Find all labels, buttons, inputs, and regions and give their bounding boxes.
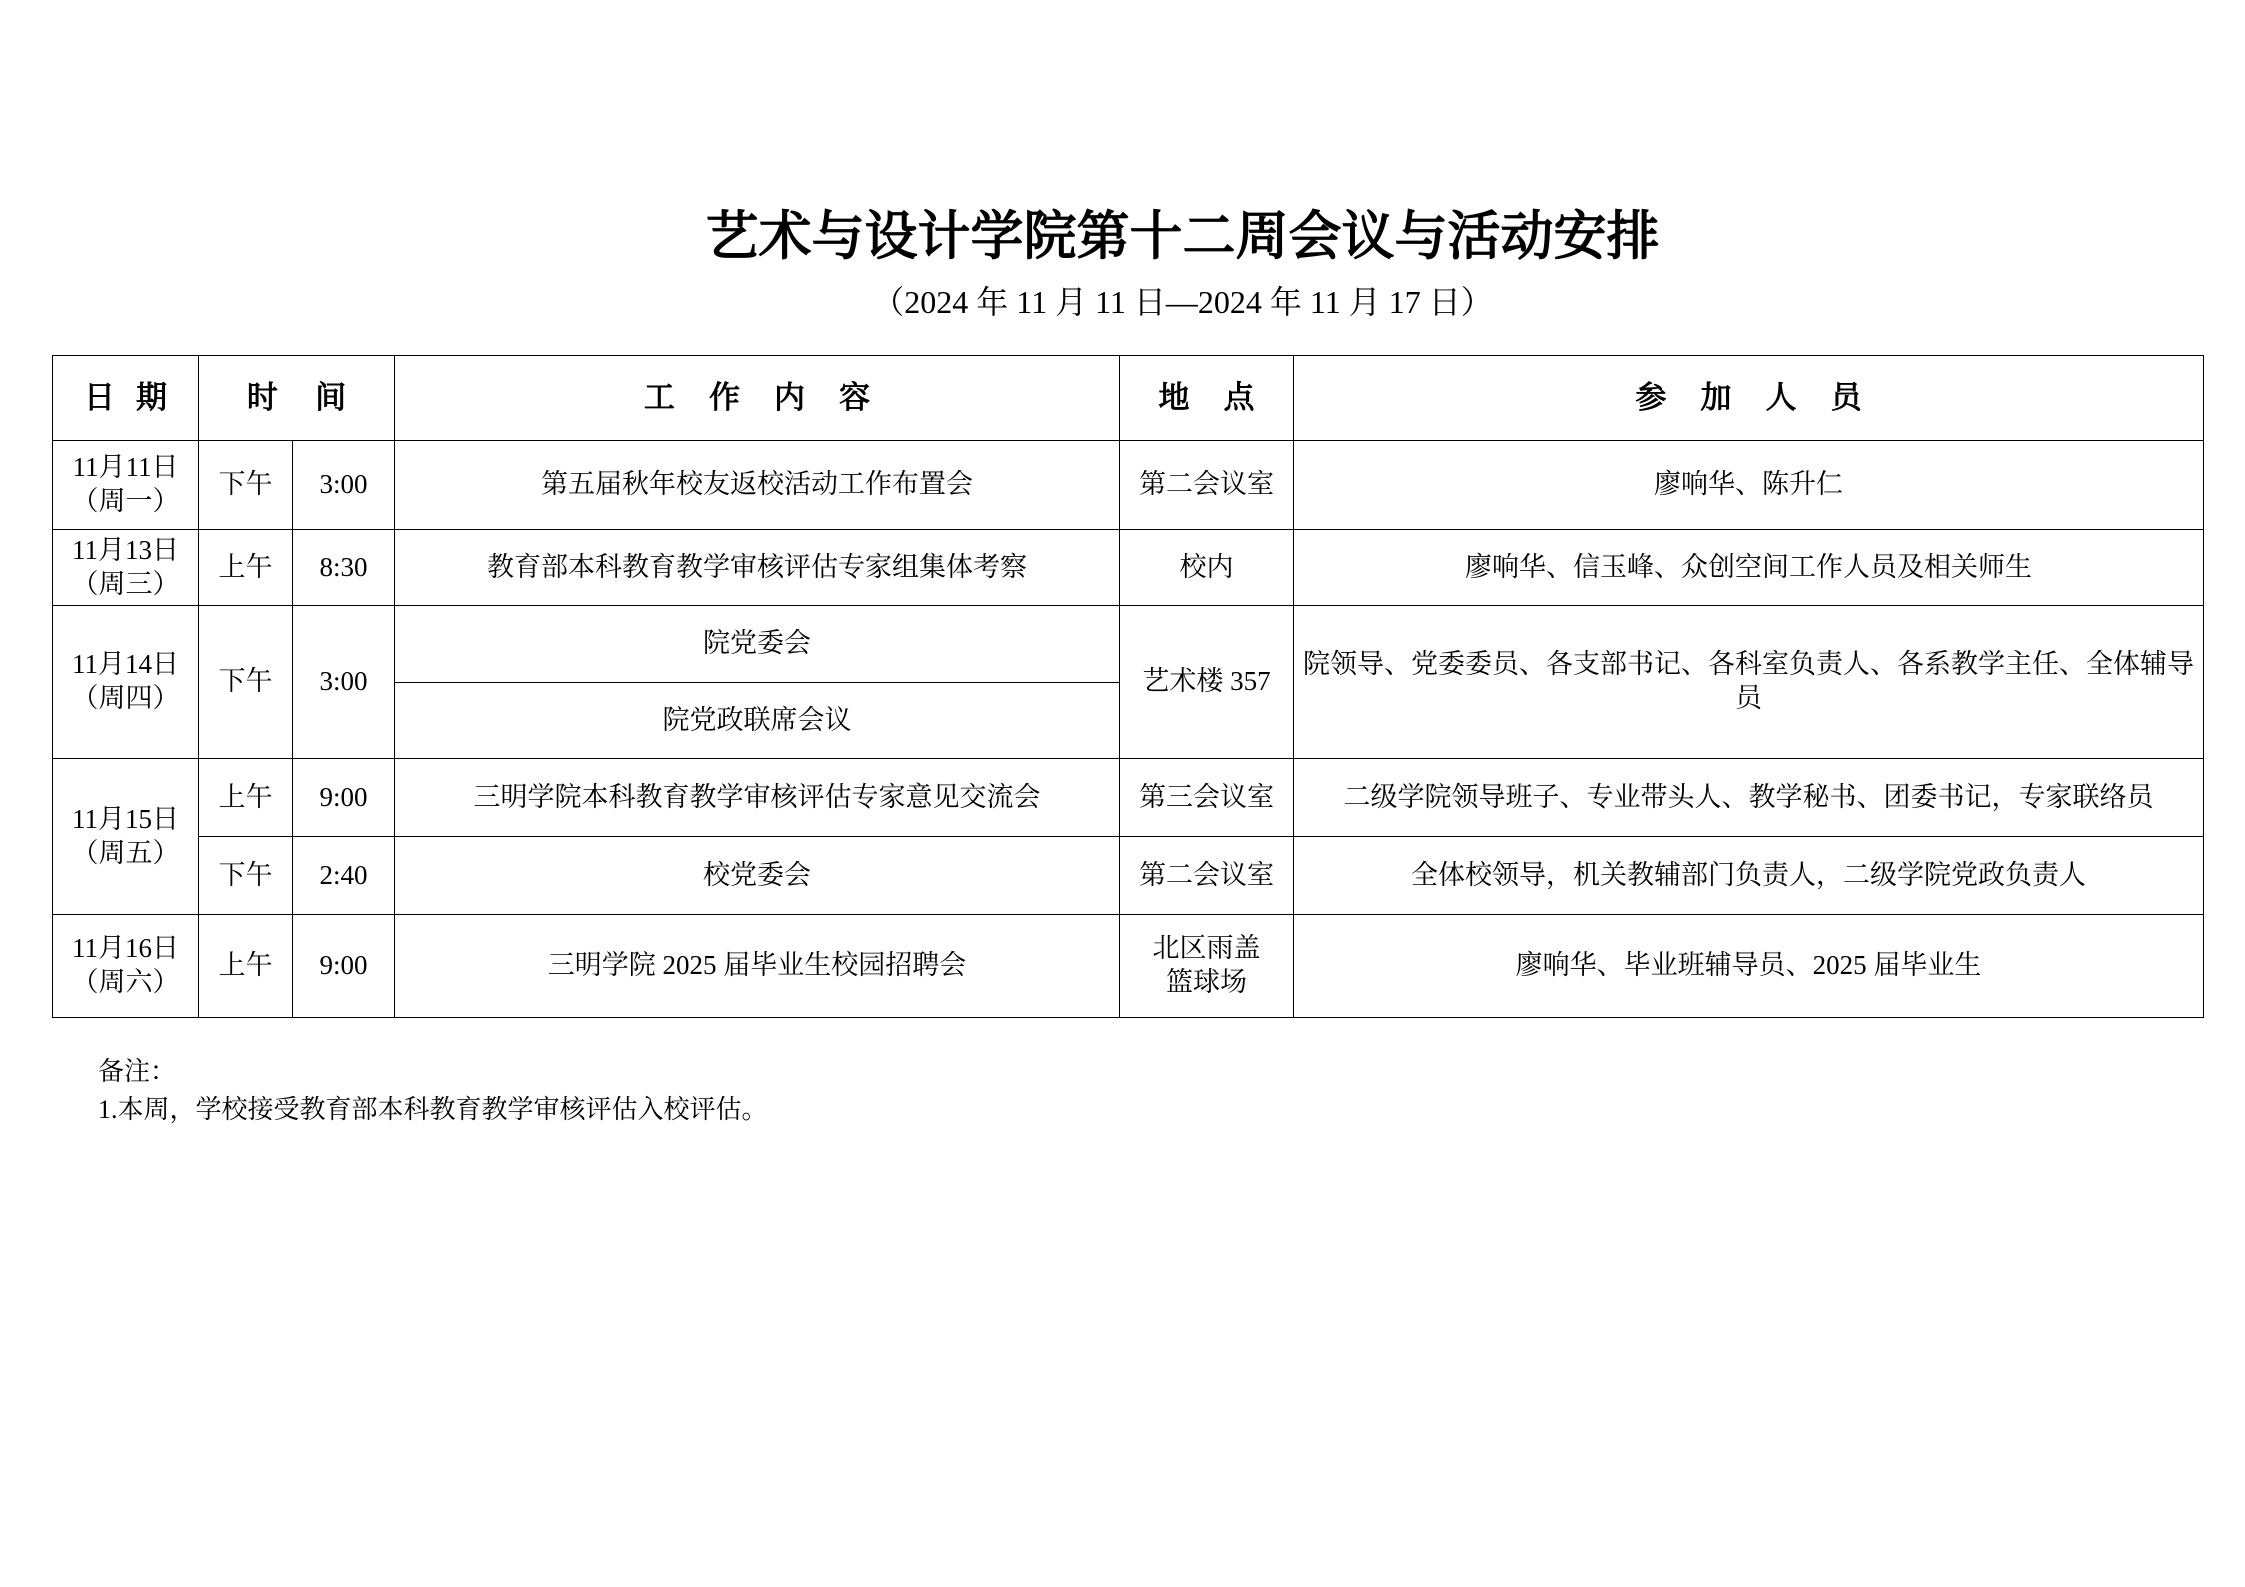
notes-section [98, 1053, 768, 1129]
location-cell: 第二会议室 [1120, 441, 1294, 530]
table-row [53, 837, 2204, 915]
table-row [53, 530, 2204, 606]
location-line: 篮球场 [1166, 967, 1247, 997]
header-attendees-label: 参加人员 [1635, 379, 1896, 415]
date-text: 11月11日 [72, 452, 179, 483]
location-cell: 艺术楼 357 [1120, 606, 1294, 759]
notes-label: 备注： [98, 1057, 177, 1086]
period-cell: 上午 [199, 530, 293, 606]
header-date-label: 日期 [83, 379, 189, 415]
header-content [395, 356, 1120, 441]
date-cell [53, 441, 199, 530]
table-header [53, 356, 2204, 441]
table-row [53, 606, 2204, 683]
location-cell: 第三会议室 [1120, 759, 1294, 837]
time-cell: 8:30 [293, 530, 395, 606]
period-cell: 下午 [199, 441, 293, 530]
weekday-text: （周五） [71, 837, 180, 868]
attendees-cell: 二级学院领导班子、专业带头人、教学秘书、团委书记，专家联络员 [1294, 759, 2204, 837]
schedule-table [52, 355, 2204, 1018]
note-item: 1.本周，学校接受教育部本科教育教学审核评估入校评估。 [98, 1095, 768, 1124]
header-content-label: 工作内容 [643, 379, 905, 415]
date-cell [53, 530, 199, 606]
period-cell: 下午 [199, 837, 293, 915]
table-row [53, 915, 2204, 1018]
table-row [53, 441, 2204, 530]
content-cell: 三明学院 2025 届毕业生校园招聘会 [395, 915, 1120, 1018]
weekday-text: （周六） [71, 967, 180, 997]
time-cell: 2:40 [293, 837, 395, 915]
weekday-text: （周四） [71, 683, 180, 713]
time-cell: 9:00 [293, 759, 395, 837]
content-cell: 第五届秋年校友返校活动工作布置会 [395, 441, 1120, 530]
attendees-cell: 廖响华、陈升仁 [1294, 441, 2204, 530]
content-cell: 院党政联席会议 [395, 683, 1120, 759]
content-cell: 三明学院本科教育教学审核评估专家意见交流会 [395, 759, 1120, 837]
table-body [53, 441, 2204, 1018]
location-cell [1120, 915, 1294, 1018]
period-cell: 上午 [199, 759, 293, 837]
location-line: 北区雨盖 [1152, 933, 1261, 964]
date-text: 11月16日 [72, 933, 179, 964]
header-row [53, 356, 2204, 441]
date-text: 11月15日 [72, 803, 179, 834]
location-cell: 校内 [1120, 530, 1294, 606]
header-date [53, 356, 199, 441]
document-date-range: （2024 年 11 月 11 日—2024 年 11 月 17 日） [872, 284, 1493, 320]
date-cell [53, 606, 199, 759]
attendees-cell: 廖响华、信玉峰、众创空间工作人员及相关师生 [1294, 530, 2204, 606]
header-location-label: 地点 [1158, 379, 1289, 415]
time-cell: 3:00 [293, 606, 395, 759]
table-row [53, 759, 2204, 837]
date-cell [53, 915, 199, 1018]
weekday-text: （周三） [71, 568, 180, 599]
attendees-cell: 院领导、党委委员、各支部书记、各科室负责人、各系教学主任、全体辅导员 [1294, 606, 2204, 759]
header-attendees [1294, 356, 2204, 441]
attendees-cell: 廖响华、毕业班辅导员、2025 届毕业生 [1294, 915, 2204, 1018]
time-cell: 9:00 [293, 915, 395, 1018]
document-title: 艺术与设计学院第十二周会议与活动安排 [705, 208, 1660, 266]
content-cell: 教育部本科教育教学审核评估专家组集体考察 [395, 530, 1120, 606]
content-cell: 校党委会 [395, 837, 1120, 915]
header-time-label: 时间 [246, 379, 384, 415]
attendees-cell: 全体校领导，机关教辅部门负责人，二级学院党政负责人 [1294, 837, 2204, 915]
time-cell: 3:00 [293, 441, 395, 530]
period-cell: 上午 [199, 915, 293, 1018]
date-text: 11月13日 [72, 534, 179, 565]
weekday-text: （周一） [71, 486, 180, 516]
date-text: 11月14日 [72, 649, 179, 680]
date-cell [53, 759, 199, 915]
location-cell: 第二会议室 [1120, 837, 1294, 915]
period-cell: 下午 [199, 606, 293, 759]
content-cell: 院党委会 [395, 606, 1120, 683]
header-location [1120, 356, 1294, 441]
header-time [199, 356, 395, 441]
